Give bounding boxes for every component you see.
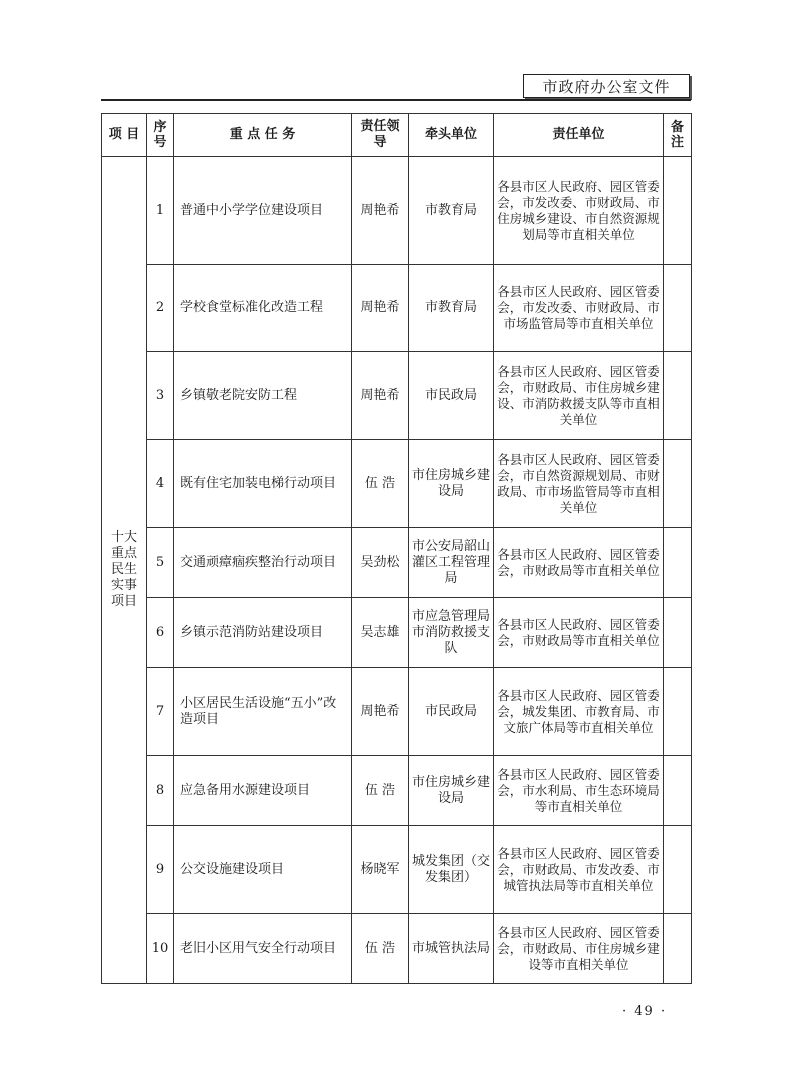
row-remark	[664, 265, 692, 352]
col-header-item: 项 目	[102, 114, 147, 157]
header-rule	[101, 99, 691, 101]
row-resp-unit: 各县市区人民政府、园区管委会，市自然资源规划局、市财政局、市市场监管局等市直相关单位	[494, 440, 664, 528]
row-leader: 周艳希	[352, 157, 409, 265]
row-lead-unit: 市住房城乡建设局	[409, 440, 494, 528]
col-header-remark: 备 注	[664, 114, 692, 157]
row-remark	[664, 668, 692, 756]
row-task: 交通顽瘴痼疾整治行动项目	[174, 528, 352, 598]
row-task: 小区居民生活设施“五小”改造项目	[174, 668, 352, 756]
row-lead-unit: 市公安局韶山灌区工程管理局	[409, 528, 494, 598]
row-task: 普通中小学学位建设项目	[174, 157, 352, 265]
row-leader: 吴劲松	[352, 528, 409, 598]
row-leader: 周艳希	[352, 265, 409, 352]
table-row	[102, 914, 692, 984]
row-lead-unit: 市应急管理局市消防救援支队	[409, 598, 494, 668]
task-table	[101, 113, 692, 984]
row-resp-unit: 各县市区人民政府、园区管委会，市发改委、市财政局、市市场监管局等市直相关单位	[494, 265, 664, 352]
row-no: 10	[147, 914, 174, 984]
row-task: 公交设施建设项目	[174, 826, 352, 914]
row-remark	[664, 440, 692, 528]
row-no: 1	[147, 157, 174, 265]
row-no: 7	[147, 668, 174, 756]
page-number: · 49 ·	[622, 1004, 668, 1019]
table-row	[102, 826, 692, 914]
row-resp-unit: 各县市区人民政府、园区管委会，市发改委、市财政局、市住房城乡建设、市自然资源规划局等市直相关单位	[494, 157, 664, 265]
row-no: 8	[147, 756, 174, 826]
row-remark	[664, 826, 692, 914]
row-remark	[664, 914, 692, 984]
row-resp-unit: 各县市区人民政府、园区管委会，市财政局等市直相关单位	[494, 528, 664, 598]
row-leader: 伍 浩	[352, 914, 409, 984]
row-no: 6	[147, 598, 174, 668]
table-row	[102, 352, 692, 440]
row-task: 应急备用水源建设项目	[174, 756, 352, 826]
row-lead-unit: 市住房城乡建设局	[409, 756, 494, 826]
row-leader: 伍 浩	[352, 440, 409, 528]
category-cell: 十大 重点 民生 实事 项目	[102, 157, 147, 984]
row-lead-unit: 市教育局	[409, 265, 494, 352]
table-row	[102, 668, 692, 756]
row-resp-unit: 各县市区人民政府、园区管委会，市水利局、市生态环境局等市直相关单位	[494, 756, 664, 826]
col-header-resp-unit: 责任单位	[494, 114, 664, 157]
row-leader: 吴志雄	[352, 598, 409, 668]
row-no: 3	[147, 352, 174, 440]
table-row	[102, 528, 692, 598]
row-lead-unit: 城发集团（交发集团）	[409, 826, 494, 914]
row-leader: 周艳希	[352, 668, 409, 756]
col-header-task: 重 点 任 务	[174, 114, 352, 157]
row-task: 学校食堂标准化改造工程	[174, 265, 352, 352]
row-no: 4	[147, 440, 174, 528]
document-header-label: 市政府办公室文件	[523, 74, 690, 98]
table-header-row	[102, 114, 692, 157]
row-leader: 杨晓军	[352, 826, 409, 914]
table-row	[102, 157, 692, 265]
row-task: 既有住宅加装电梯行动项目	[174, 440, 352, 528]
row-no: 9	[147, 826, 174, 914]
row-no: 5	[147, 528, 174, 598]
table-row	[102, 265, 692, 352]
row-resp-unit: 各县市区人民政府、园区管委会，市财政局等市直相关单位	[494, 598, 664, 668]
row-lead-unit: 市城管执法局	[409, 914, 494, 984]
row-remark	[664, 352, 692, 440]
col-header-lead-unit: 牵头单位	[409, 114, 494, 157]
table-row	[102, 440, 692, 528]
row-resp-unit: 各县市区人民政府、园区管委会，市财政局、市住房城乡建设等市直相关单位	[494, 914, 664, 984]
row-remark	[664, 598, 692, 668]
table-row	[102, 756, 692, 826]
col-header-no: 序 号	[147, 114, 174, 157]
row-resp-unit: 各县市区人民政府、园区管委会，市财政局、市发改委、市城管执法局等市直相关单位	[494, 826, 664, 914]
row-lead-unit: 市民政局	[409, 668, 494, 756]
row-resp-unit: 各县市区人民政府、园区管委会，城发集团、市教育局、市文旅广体局等市直相关单位	[494, 668, 664, 756]
table-row	[102, 598, 692, 668]
row-leader: 伍 浩	[352, 756, 409, 826]
row-task: 乡镇敬老院安防工程	[174, 352, 352, 440]
row-task: 乡镇示范消防站建设项目	[174, 598, 352, 668]
row-no: 2	[147, 265, 174, 352]
row-leader: 周艳希	[352, 352, 409, 440]
row-resp-unit: 各县市区人民政府、园区管委会，市财政局、市住房城乡建设、市消防救援支队等市直相关单位	[494, 352, 664, 440]
row-lead-unit: 市教育局	[409, 157, 494, 265]
row-remark	[664, 528, 692, 598]
row-lead-unit: 市民政局	[409, 352, 494, 440]
row-task: 老旧小区用气安全行动项目	[174, 914, 352, 984]
row-remark	[664, 756, 692, 826]
row-remark	[664, 157, 692, 265]
col-header-leader: 责任领导	[352, 114, 409, 157]
